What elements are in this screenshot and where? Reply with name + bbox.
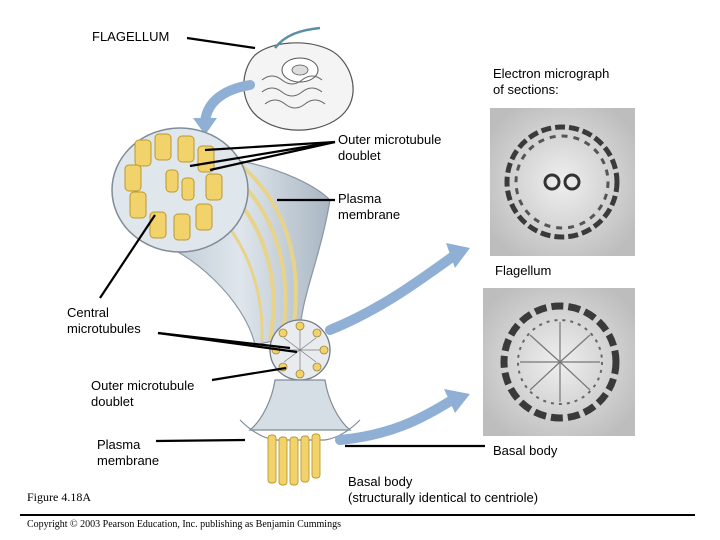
label-plasma-1b: membrane bbox=[338, 207, 401, 222]
zoom-arrow-flagellum bbox=[330, 243, 470, 330]
flagellum-cross-section bbox=[112, 128, 248, 252]
label-outer-doublet-2a: Outer microtubule bbox=[91, 378, 195, 393]
label-central-b: microtubules bbox=[67, 321, 141, 336]
label-plasma-1a: Plasma bbox=[338, 191, 382, 206]
label-outer-doublet-2b: doublet bbox=[91, 394, 134, 409]
copyright-text: Copyright © 2003 Pearson Education, Inc. publishing as Benjamin Cummings bbox=[27, 519, 341, 530]
zoom-arrow-top bbox=[193, 85, 250, 135]
label-flagellum-top: FLAGELLUM bbox=[92, 29, 170, 44]
label-outer-doublet-1a: Outer microtubule bbox=[338, 132, 442, 147]
leader-flagellum-top bbox=[187, 38, 255, 48]
leader-plasma-2 bbox=[156, 440, 245, 441]
label-basal-body-note: (structurally identical to centriole) bbox=[348, 490, 539, 505]
label-plasma-2a: Plasma bbox=[97, 437, 141, 452]
leader-outer-doublet-2 bbox=[212, 368, 286, 380]
label-basal-body-em: Basal body bbox=[493, 443, 558, 458]
micrograph-basal-body bbox=[483, 288, 635, 436]
zoom-arrow-basal bbox=[340, 389, 470, 440]
cell-sketch bbox=[244, 28, 353, 130]
basal-region bbox=[240, 380, 360, 485]
micrograph-flagellum bbox=[490, 108, 635, 256]
label-em-title-1: Electron micrograph bbox=[493, 66, 610, 81]
figure-caption: Figure 4.18A bbox=[27, 490, 91, 504]
label-outer-doublet-1b: doublet bbox=[338, 148, 381, 163]
label-plasma-2b: membrane bbox=[97, 453, 160, 468]
label-basal-body: Basal body bbox=[348, 474, 413, 489]
label-central-a: Central bbox=[67, 305, 109, 320]
footer-rule bbox=[20, 514, 695, 516]
label-em-title-2: of sections: bbox=[493, 82, 559, 97]
label-flagellum-em: Flagellum bbox=[495, 263, 552, 278]
